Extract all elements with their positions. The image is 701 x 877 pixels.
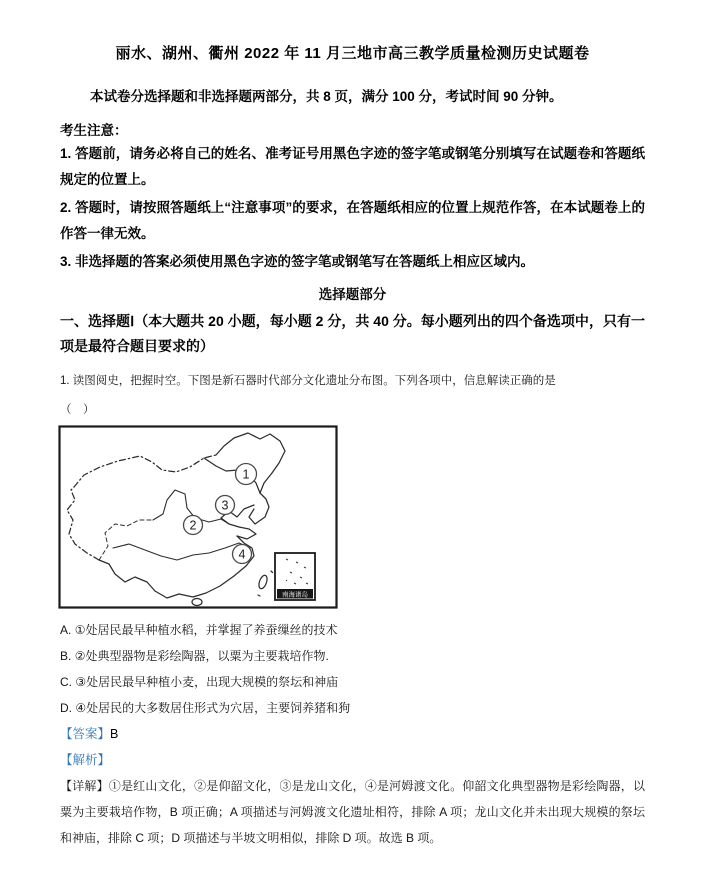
notice-item: 3. 非选择题的答案必须使用黑色字迹的签字笔或钢笔写在答题纸上相应区域内。 — [60, 254, 535, 269]
option-label: A. — [60, 623, 72, 637]
notice-item: 2. 答题时，请按照答题纸上“注意事项”的要求，在答题纸相应的位置上规范作答，在本试题卷上的作答一律无效。 — [60, 200, 645, 241]
options-list — [60, 617, 645, 721]
section-heading: 选择题部分 — [318, 287, 387, 302]
option-text: ④处居民的大多数居住形式为穴居，主要饲养猪和狗 — [75, 701, 351, 715]
svg-text:4: 4 — [238, 547, 246, 562]
option-row-c — [60, 669, 645, 695]
map-marker-1 — [236, 464, 257, 485]
notice-item: 1. 答题前，请务必将自己的姓名、准考证号用黑色字迹的签字笔或钢笔分别填写在试题卷和答题纸规定的位置上。 — [60, 146, 645, 187]
map-marker-3 — [216, 496, 235, 515]
option-label: C. — [60, 675, 72, 689]
svg-text:2: 2 — [189, 518, 197, 533]
svg-text:3: 3 — [221, 498, 229, 513]
option-row-a — [60, 617, 645, 643]
analysis-line — [60, 747, 645, 773]
notice-heading: 考生注意： — [60, 123, 128, 138]
detail-text: ①是红山文化，②是仰韶文化，③是龙山文化，④是河姆渡文化。仰韶文化典型器物是彩绘陶器，以粟为主要栽培作物，B 项正确；A 项描述与河姆渡文化遗址相符，排除 A 项；龙山文化并未出现大规模的祭坛和神庙，排除 C 项；D 项描述与半坡文明相似，排除 D 项。故选 B 项。 — [60, 779, 645, 845]
inset-label: 南海诸岛 — [282, 591, 308, 599]
doc-title: 丽水、湖州、衢州 2022 年 11 月三地市高三教学质量检测历史试题卷 — [115, 45, 590, 62]
map-inset-south-china-sea — [275, 553, 315, 600]
option-text: ③处居民最早种植小麦，出现大规模的祭坛和神庙 — [75, 675, 339, 689]
answer-line — [60, 721, 645, 747]
svg-text:1: 1 — [242, 467, 250, 482]
china-map-figure — [58, 425, 645, 609]
question-stem: 1. 读图阅史，把握时空。下图是新石器时代部分文化遗址分布图。下列各项中，信息解读正确的是 — [60, 375, 556, 387]
analysis-label: 【解析】 — [60, 753, 111, 767]
option-label: B. — [60, 649, 72, 663]
answer-value: B — [110, 727, 119, 741]
detail-label: 【详解】 — [60, 779, 109, 793]
answer-bracket: （ ） — [60, 404, 95, 416]
doc-subtitle: 本试卷分选择题和非选择题两部分，共 8 页，满分 100 分，考试时间 90 分钟。 — [90, 89, 563, 104]
option-label: D. — [60, 701, 72, 715]
option-row-d — [60, 695, 645, 721]
map-marker-4 — [233, 545, 252, 564]
section-intro: 一、选择题Ⅰ（本大题共 20 小题，每小题 2 分，共 40 分。每小题列出的四个备选项中，只有一项是最符合题目要求的） — [60, 313, 645, 354]
map-marker-2 — [184, 516, 203, 535]
option-text: ①处居民最早种植水稻，并掌握了养蚕缫丝的技术 — [74, 623, 338, 637]
answer-label: 【答案】 — [60, 727, 111, 741]
option-text: ②处典型器物是彩绘陶器，以粟为主要栽培作物. — [74, 649, 329, 663]
neolithic-sites-map — [58, 425, 338, 609]
detail-paragraph — [60, 773, 645, 851]
option-row-b — [60, 643, 645, 669]
